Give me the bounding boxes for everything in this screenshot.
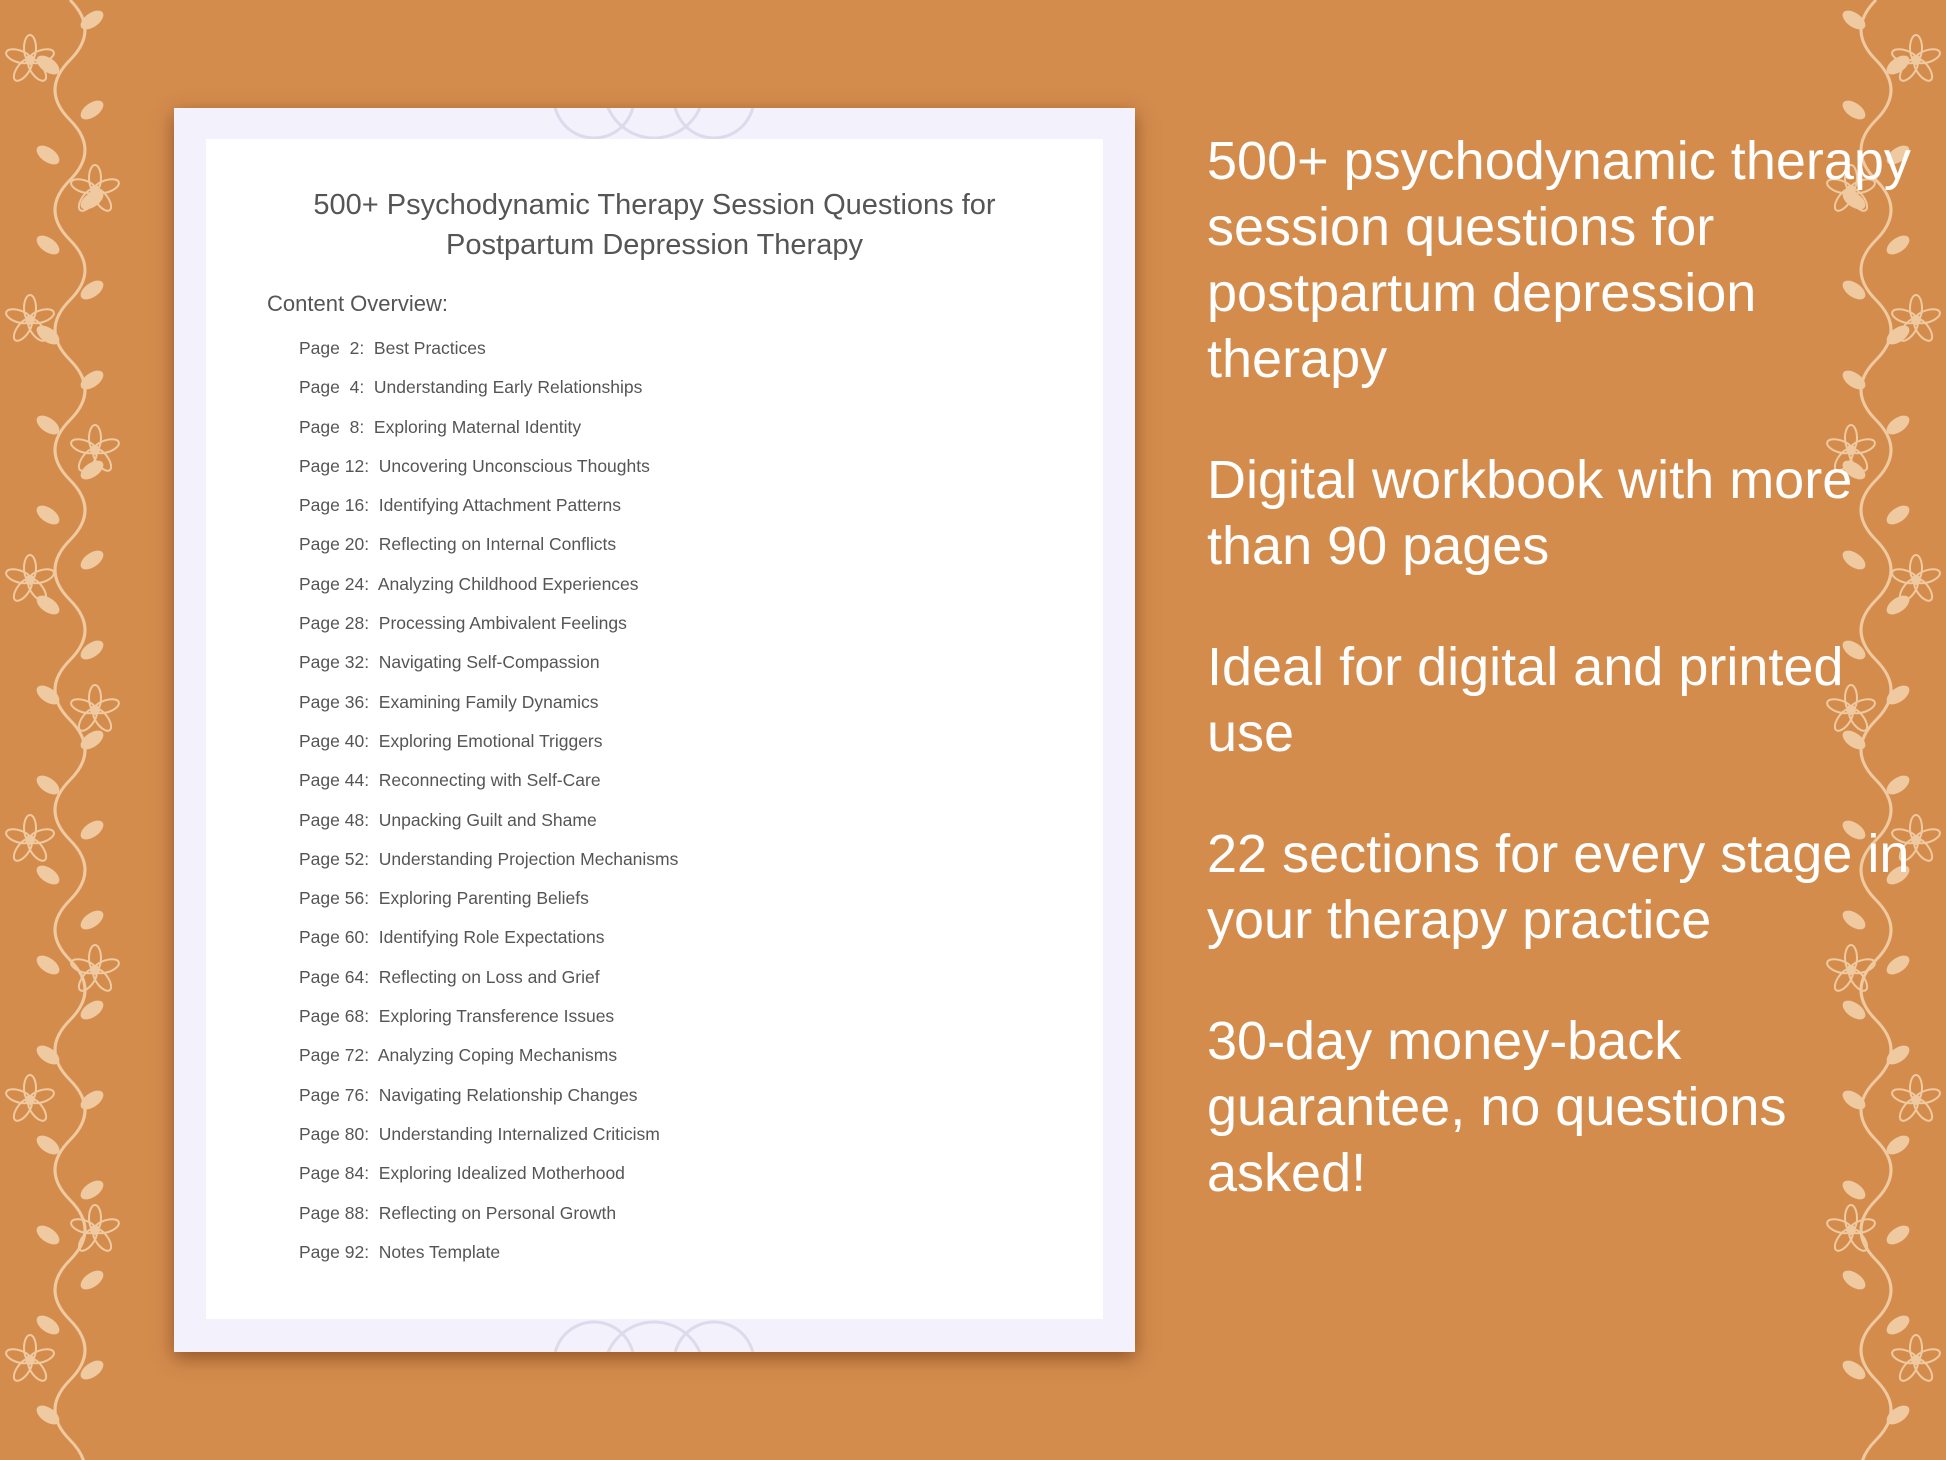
toc-item: Page 2: Best Practices [299, 338, 486, 358]
toc-item: Page 68: Exploring Transference Issues [299, 1006, 615, 1027]
toc-item: Page 92: Notes Template [299, 1241, 501, 1262]
toc-item: Page 60: Identifying Role Expectations [299, 927, 605, 948]
feature-text: Ideal for digital and printed use [1207, 637, 1844, 763]
workbook-page-preview [174, 108, 1135, 1352]
mandala-ornament-bottom [514, 1320, 794, 1352]
title-line-2: Postpartum Depression Therapy [446, 229, 863, 261]
toc-item: Page 16: Identifying Attachment Patterns [299, 495, 622, 516]
feature-text: 30-day money-back guarantee, no questions asked! [1207, 1011, 1787, 1203]
toc-item: Page 36: Examining Family Dynamics [299, 691, 599, 712]
feature-text: 500+ psychodynamic therapy session questions for postpartum depression therapy [1207, 131, 1911, 389]
feature-text: 22 sections for every stage in your therapy practice [1207, 824, 1910, 950]
toc-item: Page 52: Understanding Projection Mechanisms [299, 848, 679, 869]
toc-item: Page 40: Exploring Emotional Triggers [299, 730, 603, 751]
toc-item: Page 4: Understanding Early Relationships [299, 377, 643, 398]
toc-item: Page 76: Navigating Relationship Changes [299, 1084, 638, 1105]
toc-item: Page 24: Analyzing Childhood Experiences [299, 573, 639, 594]
toc-item: Page 72: Analyzing Coping Mechanisms [299, 1045, 618, 1066]
toc-item: Page 12: Uncovering Unconscious Thoughts [299, 455, 650, 476]
toc-item: Page 56: Exploring Parenting Beliefs [299, 888, 589, 909]
table-of-contents [299, 338, 678, 1281]
toc-item: Page 28: Processing Ambivalent Feelings [299, 613, 627, 634]
document-title [206, 185, 1103, 265]
toc-item: Page 20: Reflecting on Internal Conflicts [299, 534, 617, 555]
feature-list [1207, 128, 1927, 1261]
page-content [206, 139, 1103, 1319]
feature-text: Digital workbook with more than 90 pages [1207, 450, 1853, 576]
toc-item: Page 48: Unpacking Guilt and Shame [299, 809, 597, 830]
title-line-1: 500+ Psychodynamic Therapy Session Questions for [313, 189, 996, 221]
content-overview-heading: Content Overview: [267, 291, 448, 316]
mandala-ornament-top [514, 108, 794, 140]
floral-vine-decoration-left [0, 0, 130, 1460]
toc-item: Page 44: Reconnecting with Self-Care [299, 770, 601, 791]
toc-item: Page 32: Navigating Self-Compassion [299, 652, 600, 673]
toc-item: Page 84: Exploring Idealized Motherhood [299, 1163, 625, 1184]
toc-item: Page 64: Reflecting on Loss and Grief [299, 966, 600, 987]
toc-item: Page 88: Reflecting on Personal Growth [299, 1202, 617, 1223]
toc-item: Page 80: Understanding Internalized Criticism [299, 1123, 660, 1144]
toc-item: Page 8: Exploring Maternal Identity [299, 416, 582, 437]
